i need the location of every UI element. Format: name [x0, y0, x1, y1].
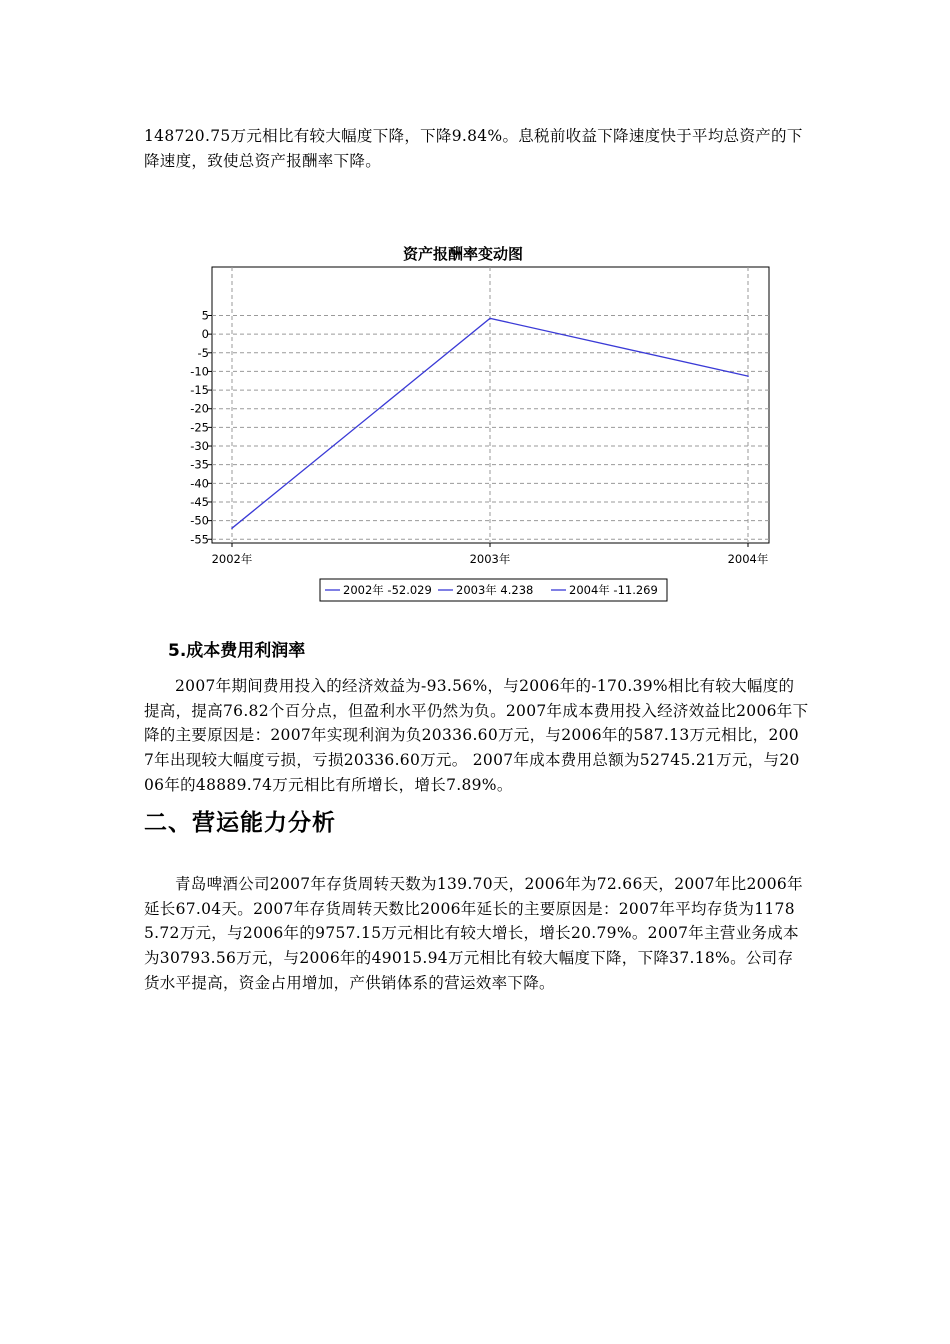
- y-tick-label: 0: [201, 327, 209, 342]
- section-5-heading: 5.成本费用利润率: [168, 641, 306, 661]
- y-tick-label: -20: [190, 401, 209, 416]
- y-tick-label: -50: [190, 513, 209, 528]
- y-tick-label: -25: [190, 420, 209, 435]
- legend-entry: 2004年 -11.269: [569, 583, 658, 597]
- data-point: [489, 318, 491, 320]
- chart-title: 资产报酬率变动图: [402, 245, 524, 263]
- legend: [320, 579, 667, 601]
- asset-return-chart: [180, 238, 780, 608]
- legend-entry: 2002年 -52.029: [343, 583, 432, 597]
- legend-entry: 2003年 4.238: [456, 583, 534, 597]
- y-tick-label: -55: [190, 532, 209, 547]
- data-point: [747, 375, 749, 377]
- section-2-heading: 二、营运能力分析: [144, 810, 336, 836]
- y-tick-label: -5: [197, 345, 209, 360]
- data-point: [231, 527, 233, 529]
- y-tick-label: -45: [190, 494, 209, 509]
- section-5-paragraph: 2007年期间费用投入的经济效益为-93.56%，与2006年的-170.39%相比有较大幅度的提高，提高76.82个百分点，但盈利水平仍然为负。2007年成本费用投入经济效益比2006年下降的主要原因是：2007年实现利润为负20336.60万元，与2006年的587.13万元相比，2007年出现较大幅度亏损，亏损20336.60万元。 2007年成本费用总额为52745.21万元，与2006年的48889.74万元相比有所增长，增长7.89%。: [144, 677, 809, 794]
- x-tick-label: 2003年: [469, 552, 511, 566]
- y-tick-label: -40: [190, 476, 209, 491]
- y-tick-label: -15: [190, 383, 209, 398]
- y-tick-label: 5: [201, 308, 209, 323]
- y-tick-label: -10: [190, 364, 209, 379]
- section-2-paragraph: 青岛啤酒公司2007年存货周转天数为139.70天，2006年为72.66天，2007年比2006年延长67.04天。2007年存货周转天数比2006年延长的主要原因是：2007年平均存货为11785.72万元，与2006年的9757.15万元相比有较大增长，增长20.79%。2007年主营业务成本为30793.56万元，与2006年的49015.94万元相比有较大幅度下降，下降37.18%。公司存货水平提高，资金占用增加，产供销体系的营运效率下降。: [144, 875, 803, 992]
- x-tick-label: 2002年: [211, 552, 253, 566]
- intro-paragraph: 148720.75万元相比有较大幅度下降，下降9.84%。息税前收益下降速度快于平均总资产的下降速度，致使总资产报酬率下降。: [144, 127, 803, 170]
- y-axis: [190, 308, 212, 546]
- y-tick-label: -35: [190, 457, 209, 472]
- x-tick-label: 2004年: [727, 552, 769, 566]
- x-axis: [212, 543, 769, 566]
- y-tick-label: -30: [190, 439, 209, 454]
